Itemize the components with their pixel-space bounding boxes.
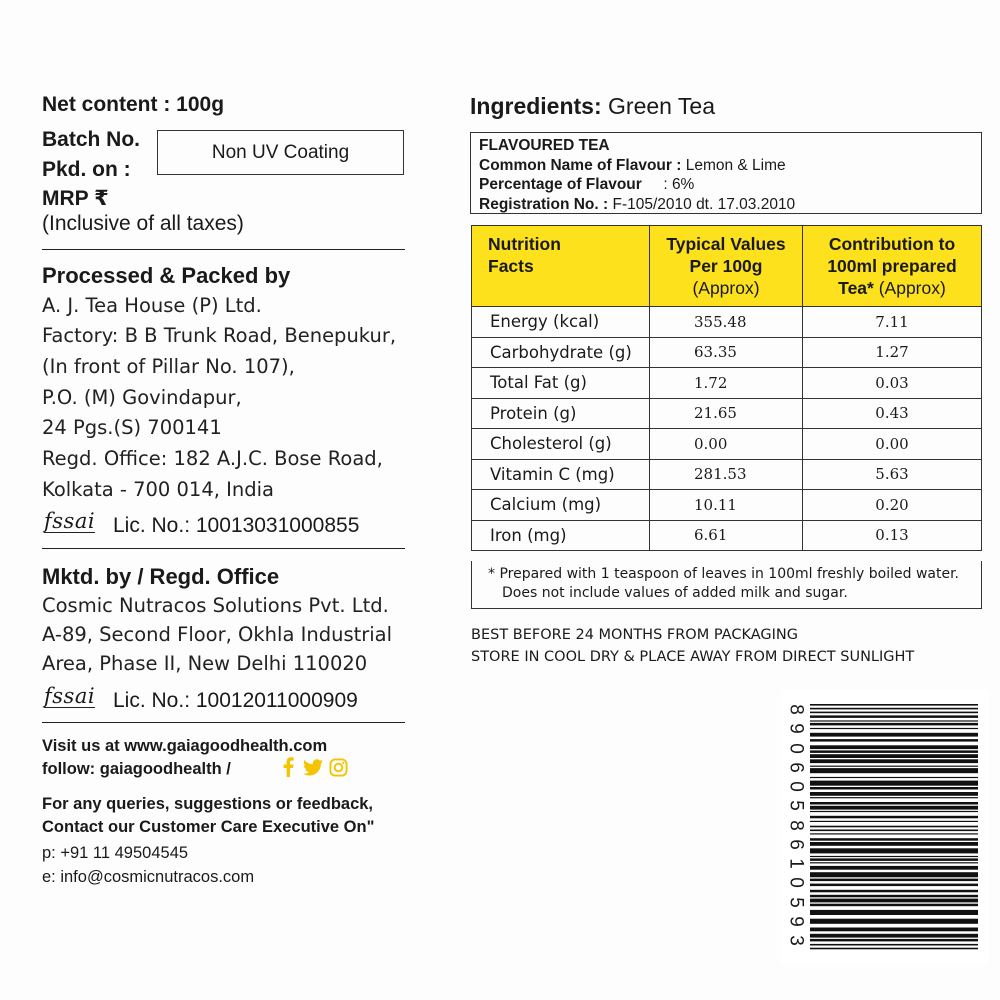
barcode-bar: [810, 830, 978, 832]
barcode-bar: [810, 704, 978, 706]
barcode-digit: 8: [785, 819, 807, 831]
table-row: [472, 429, 982, 460]
barcode-bar: [810, 777, 978, 778]
barcode-bar: [810, 750, 978, 753]
processed-line: (In front of Pillar No. 107),: [42, 355, 295, 378]
ingredients: [470, 93, 715, 120]
nutrient-per100ml: 0.03: [803, 368, 982, 399]
nutrition-table: [471, 225, 982, 551]
barcode-digits: [785, 700, 807, 950]
header-typical-values: Typical Values Per 100g (Approx): [650, 226, 803, 307]
barcode-digit: 8: [785, 704, 807, 715]
nutrient-name: Energy (kcal): [472, 307, 650, 338]
barcode-bar: [810, 842, 978, 846]
nutrient-name: Carbohydrate (g): [472, 337, 650, 368]
flavour-percentage: Percentage of Flavour : 6%: [479, 176, 695, 193]
barcode-digit: 1: [785, 858, 807, 869]
header-nutrition-facts: Nutrition Facts: [472, 226, 650, 307]
barcode-bar: [810, 781, 978, 786]
nutrient-name: Calcium (mg): [472, 490, 650, 521]
barcode-bar: [810, 797, 978, 798]
barcode-digit: 5: [785, 800, 807, 812]
flavour-registration: Registration No. : F-105/2010 dt. 17.03.2010: [479, 195, 796, 213]
header-contribution: Contribution to 100ml prepared Tea* (Approx): [803, 226, 982, 307]
nutrient-per100ml: 0.43: [803, 398, 982, 429]
barcode-bar: [810, 792, 978, 796]
nutrient-per100: 21.65: [650, 398, 803, 429]
nutrient-per100ml: 5.63: [803, 459, 982, 490]
processed-line: 24 Pgs.(S) 700141: [42, 416, 222, 439]
processed-line: Regd. Office: 182 A.J.C. Bose Road,: [42, 447, 383, 470]
processed-heading: Processed & Packed by: [42, 263, 291, 288]
nutrient-per100ml: 0.13: [803, 520, 982, 551]
coating-box: Non UV Coating: [157, 130, 404, 175]
barcode-bar: [810, 858, 978, 861]
license-number: Lic. No.: 10013031000855: [113, 514, 360, 537]
ingredients-label: Ingredients:: [470, 93, 602, 119]
barcode-digit: 0: [785, 781, 807, 792]
table-row: [472, 490, 982, 521]
barcode-bar: [810, 739, 978, 742]
barcode-bar: [810, 884, 978, 887]
table-row: [472, 398, 982, 429]
nutrient-per100ml: 0.20: [803, 490, 982, 521]
barcode-digit: 0: [785, 742, 807, 754]
barcode-bar: [810, 708, 978, 710]
nutrient-per100: 0.00: [650, 429, 803, 460]
barcode-bar: [810, 862, 978, 863]
ingredients-value: Green Tea: [601, 93, 715, 119]
best-before: BEST BEFORE 24 MONTHS FROM PACKAGING: [471, 627, 798, 643]
website-link[interactable]: Visit us at www.gaiagoodhealth.com: [42, 737, 328, 755]
nutrient-name: Vitamin C (mg): [472, 459, 650, 490]
barcode-bar: [810, 928, 978, 932]
processed-line: P.O. (M) Govindapur,: [42, 386, 242, 409]
queries-text: For any queries, suggestions or feedback,: [42, 795, 374, 813]
fssai-logo: fssai: [44, 509, 96, 533]
barcode-bar: [810, 720, 978, 721]
barcode-bar: [810, 715, 978, 718]
marketed-line: Cosmic Nutracos Solutions Pvt. Ltd.: [42, 594, 389, 617]
flavour-common-name: Common Name of Flavour : Lemon & Lime: [479, 156, 786, 174]
table-row: [472, 307, 982, 338]
nutrient-per100ml: 1.27: [803, 337, 982, 368]
barcode-bar: [810, 787, 978, 790]
nutrient-per100: 63.35: [650, 337, 803, 368]
barcode-digit: 3: [785, 935, 807, 946]
batch-label: Batch No.: [42, 128, 141, 151]
barcode-bar: [810, 806, 978, 810]
nutrient-per100: 10.11: [650, 490, 803, 521]
net-content: Net content : 100g: [42, 93, 225, 116]
barcode-digit: 9: [785, 723, 807, 735]
barcode-bar: [810, 712, 978, 714]
barcode-bar: [810, 944, 978, 946]
barcode-bar: [810, 948, 978, 950]
barcode-bar: [810, 934, 978, 938]
barcode-bar: [810, 745, 978, 749]
nutrient-per100: 1.72: [650, 368, 803, 399]
nutrition-footnote: * Prepared with 1 teaspoon of leaves in 100ml freshly boiled water. Does not include values of added milk and sugar.: [471, 561, 982, 609]
barcode-bar: [810, 939, 978, 942]
barcode-bar: [810, 821, 978, 822]
nutrient-name: Cholesterol (g): [472, 429, 650, 460]
barcode-bar: [810, 910, 978, 915]
barcode-bar: [810, 759, 978, 763]
barcode-bar: [810, 848, 978, 853]
flavour-box: [470, 132, 982, 214]
mrp-label: MRP ₹: [42, 187, 109, 210]
processed-line: Factory: B B Trunk Road, Benepukur,: [42, 324, 397, 347]
nutrient-per100ml: 0.00: [803, 429, 982, 460]
marketed-line: A-89, Second Floor, Okhla Industrial: [42, 623, 393, 646]
phone-number[interactable]: p: +91 11 49504545: [42, 844, 189, 862]
nutrient-per100: 6.61: [650, 520, 803, 551]
twitter-icon[interactable]: [303, 757, 323, 777]
barcode-bar: [810, 904, 978, 907]
facebook-icon[interactable]: [278, 757, 298, 777]
marketed-heading: Mktd. by / Regd. Office: [42, 564, 280, 589]
barcode-bar: [810, 890, 978, 893]
flavour-title: FLAVOURED TEA: [479, 137, 610, 154]
barcode-bar: [810, 816, 978, 819]
nutrient-name: Iron (mg): [472, 520, 650, 551]
table-row: [472, 337, 982, 368]
packed-on-label: Pkd. on :: [42, 158, 131, 181]
table-row: [472, 520, 982, 551]
barcode-bar: [810, 811, 978, 812]
barcode-bar: [810, 833, 978, 834]
barcode-bar: [810, 856, 978, 857]
barcode-bar: [810, 723, 978, 726]
queries-text: Contact our Customer Care Executive On": [42, 818, 375, 836]
follow-handle[interactable]: follow: gaiagoodhealth /: [42, 760, 231, 778]
nutrient-name: Total Fat (g): [472, 368, 650, 399]
table-row: [472, 368, 982, 399]
barcode-bar: [810, 899, 978, 903]
barcode-bar: [810, 826, 978, 828]
divider: [42, 249, 405, 250]
barcode-bar: [810, 895, 978, 898]
nutrient-per100: 355.48: [650, 307, 803, 338]
barcode-digit: 9: [785, 915, 807, 927]
barcode-digit: 5: [785, 896, 807, 908]
barcode-bar: [810, 733, 978, 737]
barcode-digit: 0: [785, 877, 807, 889]
divider: [42, 548, 405, 549]
license-number: Lic. No.: 10012011000909: [113, 689, 358, 712]
barcode-bar: [810, 919, 978, 924]
barcode-bar: [810, 768, 978, 773]
nutrient-name: Protein (g): [472, 398, 650, 429]
instagram-icon[interactable]: [328, 757, 348, 777]
inclusive-taxes: (Inclusive of all taxes): [42, 212, 244, 235]
barcode-digit: 6: [785, 838, 807, 850]
barcode-bar: [810, 728, 978, 729]
barcode-digit: 6: [785, 761, 807, 773]
nutrient-per100: 281.53: [650, 459, 803, 490]
fssai-logo: fssai: [44, 684, 96, 708]
divider: [42, 722, 405, 723]
barcode-bar: [810, 754, 978, 758]
barcode-bar: [810, 838, 978, 841]
barcode-bar: [810, 802, 978, 805]
storage-instructions: STORE IN COOL DRY & PLACE AWAY FROM DIRECT SUNLIGHT: [471, 649, 915, 665]
barcode-bars: [810, 704, 978, 950]
social-icons: [278, 757, 348, 777]
email-address[interactable]: e: info@cosmicnutracos.com: [42, 868, 255, 886]
marketed-line: Area, Phase II, New Delhi 110020: [42, 652, 368, 675]
barcode-bar: [810, 879, 978, 882]
processed-line: A. J. Tea House (P) Ltd.: [42, 294, 262, 317]
processed-line: Kolkata - 700 014, India: [42, 478, 274, 501]
barcode-bar: [810, 766, 978, 767]
barcode-bar: [810, 872, 978, 877]
barcode-bar: [810, 866, 978, 870]
nutrient-per100ml: 7.11: [803, 307, 982, 338]
table-row: [472, 459, 982, 490]
